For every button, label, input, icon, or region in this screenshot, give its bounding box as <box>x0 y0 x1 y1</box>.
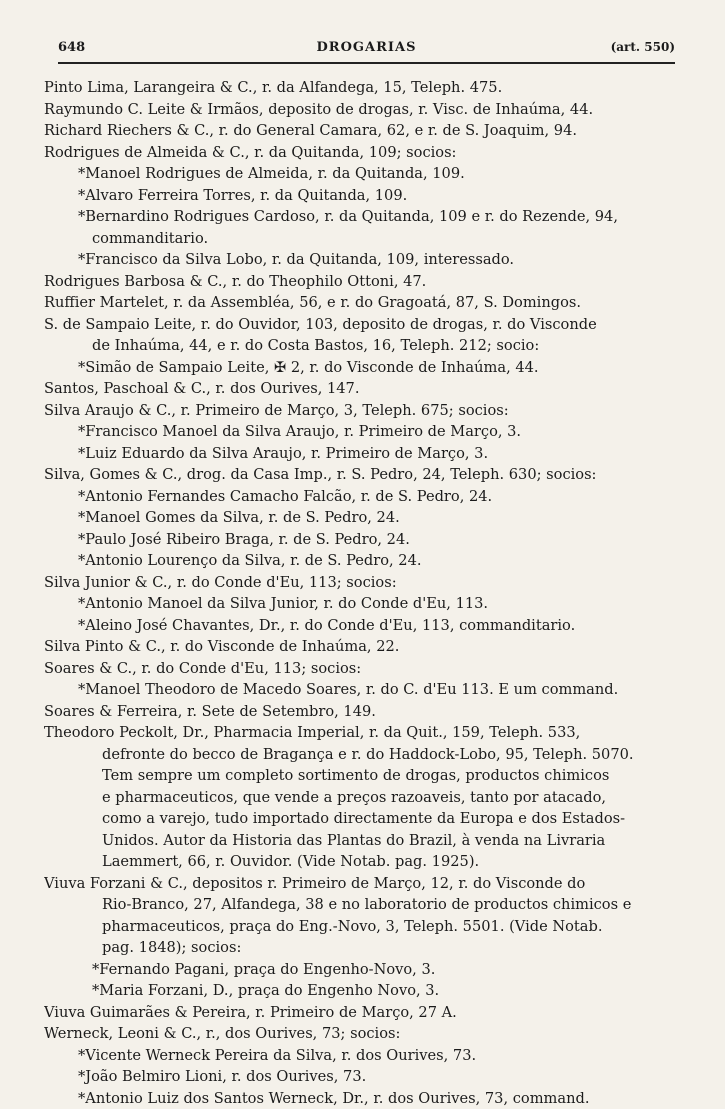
text-line: *Antonio Fernandes Camacho Falcão, r. de S. Pedro, 24. <box>44 486 686 508</box>
text-line: defronte do becco de Bragança e r. do Haddock-Lobo, 95, Teleph. 5070. <box>44 744 686 766</box>
text-line: *Paulo José Ribeiro Braga, r. de S. Pedro, 24. <box>44 529 686 551</box>
text-line: *Bernardino Rodrigues Cardoso, r. da Quitanda, 109 e r. do Rezende, 94, <box>44 206 686 228</box>
text-line: *Maria Forzani, D., praça do Engenho Novo, 3. <box>44 980 686 1002</box>
text-line: Silva Junior & C., r. do Conde d'Eu, 113; socios: <box>44 572 686 594</box>
text-line: Silva Pinto & C., r. do Visconde de Inhaúma, 22. <box>44 636 686 658</box>
text-line: Theodoro Peckolt, Dr., Pharmacia Imperial, r. da Quit., 159, Teleph. 533, <box>44 722 686 744</box>
text-line: commanditario. <box>44 228 686 250</box>
text-line: *Luiz Eduardo da Silva Araujo, r. Primeiro de Março, 3. <box>44 443 686 465</box>
text-line: *Fernando Pagani, praça do Engenho-Novo, 3. <box>44 959 686 981</box>
text-line: Ruffier Martelet, r. da Assembléa, 56, e r. do Gragoatá, 87, S. Domingos. <box>44 292 686 314</box>
text-line: *Manoel Theodoro de Macedo Soares, r. do C. d'Eu 113. E um command. <box>44 679 686 701</box>
text-line: Viuva Forzani & C., depositos r. Primeiro de Março, 12, r. do Visconde do <box>44 873 686 895</box>
page-number: 648 <box>58 40 85 55</box>
text-line: *Manoel Gomes da Silva, r. de S. Pedro, 24. <box>44 507 686 529</box>
text-line: Raymundo C. Leite & Irmãos, deposito de drogas, r. Visc. de Inhaúma, 44. <box>44 99 686 121</box>
text-line: Silva Araujo & C., r. Primeiro de Março, 3, Teleph. 675; socios: <box>44 400 686 422</box>
text-line: *Antonio Manoel da Silva Junior, r. do Conde d'Eu, 113. <box>44 593 686 615</box>
entry-list <box>44 77 686 1109</box>
page-title: DROGARIAS <box>58 40 675 55</box>
text-line: pag. 1848); socios: <box>44 937 686 959</box>
text-line: *Vicente Werneck Pereira da Silva, r. dos Ourives, 73. <box>44 1045 686 1067</box>
text-line: pharmaceuticos, praça do Eng.-Novo, 3, Teleph. 5501. (Vide Notab. <box>44 916 686 938</box>
text-line: *Manoel Rodrigues de Almeida, r. da Quitanda, 109. <box>44 163 686 185</box>
page-header <box>58 40 675 64</box>
text-line: *Alvaro Ferreira Torres, r. da Quitanda, 109. <box>44 185 686 207</box>
text-line: Richard Riechers & C., r. do General Camara, 62, e r. de S. Joaquim, 94. <box>44 120 686 142</box>
text-line: como a varejo, tudo importado directamente da Europa e dos Estados- <box>44 808 686 830</box>
text-line: Rodrigues Barbosa & C., r. do Theophilo Ottoni, 47. <box>44 271 686 293</box>
text-line: Soares & C., r. do Conde d'Eu, 113; socios: <box>44 658 686 680</box>
text-line: Rio-Branco, 27, Alfandega, 38 e no laboratorio de productos chimicos e <box>44 894 686 916</box>
text-line: S. de Sampaio Leite, r. do Ouvidor, 103, deposito de drogas, r. do Visconde <box>44 314 686 336</box>
text-line: Rodrigues de Almeida & C., r. da Quitanda, 109; socios: <box>44 142 686 164</box>
text-line: Soares & Ferreira, r. Sete de Setembro, 149. <box>44 701 686 723</box>
text-line: de Inhaúma, 44, e r. do Costa Bastos, 16, Teleph. 212; socio: <box>44 335 686 357</box>
article-reference: (art. 550) <box>611 40 675 54</box>
text-line: Laemmert, 66, r. Ouvidor. (Vide Notab. pag. 1925). <box>44 851 686 873</box>
text-line: *Francisco da Silva Lobo, r. da Quitanda, 109, interessado. <box>44 249 686 271</box>
text-line: *João Belmiro Lioni, r. dos Ourives, 73. <box>44 1066 686 1088</box>
text-line: Pinto Lima, Larangeira & C., r. da Alfandega, 15, Teleph. 475. <box>44 77 686 99</box>
text-line: *Antonio Luiz dos Santos Werneck, Dr., r. dos Ourives, 73, command. <box>44 1088 686 1109</box>
text-line: *Antonio Lourenço da Silva, r. de S. Pedro, 24. <box>44 550 686 572</box>
text-line: Viuva Guimarães & Pereira, r. Primeiro de Março, 27 A. <box>44 1002 686 1024</box>
text-line: e pharmaceuticos, que vende a preços razoaveis, tanto por atacado, <box>44 787 686 809</box>
text-line: *Simão de Sampaio Leite, ✠ 2, r. do Visconde de Inhaúma, 44. <box>44 357 686 379</box>
text-line: *Francisco Manoel da Silva Araujo, r. Primeiro de Março, 3. <box>44 421 686 443</box>
text-line: Tem sempre um completo sortimento de drogas, productos chimicos <box>44 765 686 787</box>
text-line: Silva, Gomes & C., drog. da Casa Imp., r. S. Pedro, 24, Teleph. 630; socios: <box>44 464 686 486</box>
text-line: Werneck, Leoni & C., r., dos Ourives, 73; socios: <box>44 1023 686 1045</box>
text-line: Unidos. Autor da Historia das Plantas do Brazil, à venda na Livraria <box>44 830 686 852</box>
text-line: Santos, Paschoal & C., r. dos Ourives, 147. <box>44 378 686 400</box>
text-line: *Aleino José Chavantes, Dr., r. do Conde d'Eu, 113, commanditario. <box>44 615 686 637</box>
